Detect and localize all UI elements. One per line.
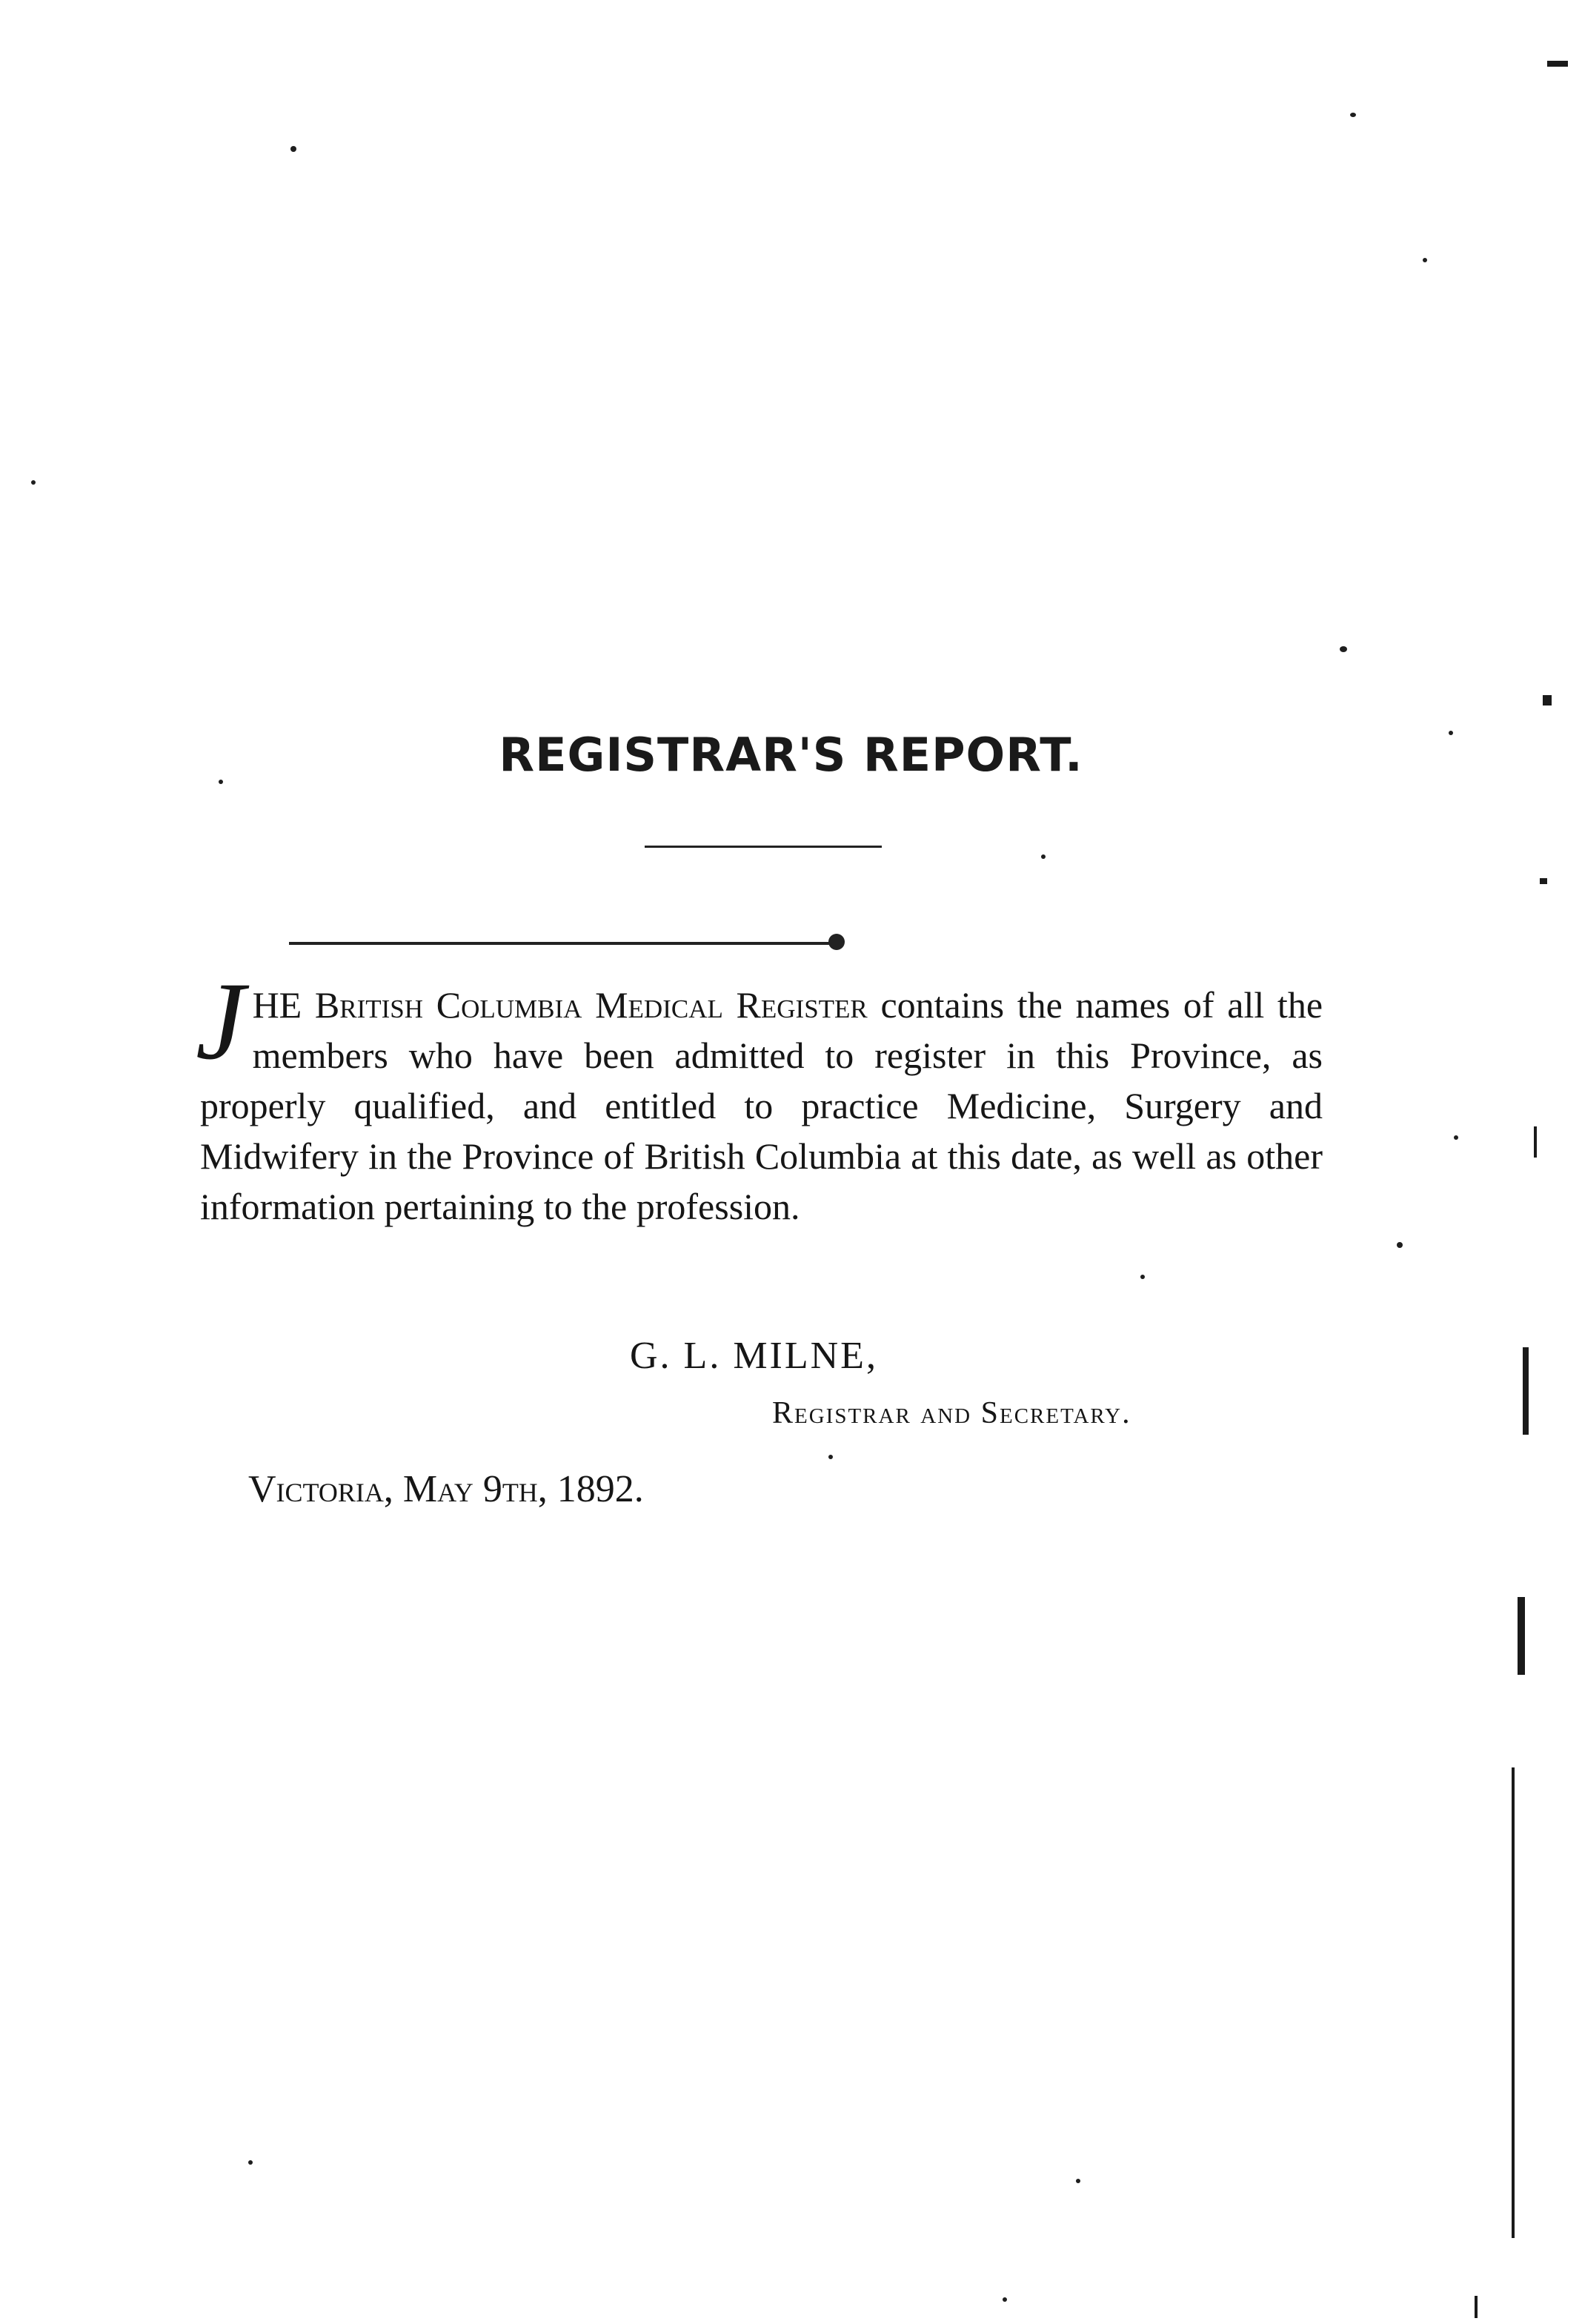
edge-mark: [1540, 878, 1547, 884]
ornamental-rule: [289, 942, 837, 945]
edge-mark: [1518, 1597, 1525, 1675]
dateline-text: Victoria, May 9th, 1892.: [248, 1468, 644, 1510]
scan-speck: [1140, 1275, 1145, 1279]
scan-speck: [219, 780, 223, 784]
scan-speck: [1454, 1135, 1458, 1140]
report-paragraph: [196, 960, 1323, 1232]
scan-speck: [1076, 2179, 1080, 2183]
edge-mark: [1512, 1767, 1515, 2238]
report-title: REGISTRAR'S REPORT.: [499, 728, 1083, 782]
scan-speck: [248, 2160, 253, 2165]
edge-mark: [1475, 2296, 1478, 2318]
edge-mark: [1523, 1347, 1529, 1435]
scan-speck: [1350, 113, 1356, 117]
paragraph-body: contains the names of all the members who have been admitted to register in this Province, as properly qualified, and entitled to practice Medicine, Surgery and Midwifery in the Province of British Columbia at this date, as well as other information pertaining to the profession.: [200, 984, 1323, 1227]
scan-speck: [1041, 854, 1046, 859]
register-name: British Columbia Medical Register: [314, 984, 868, 1026]
edge-mark: [1534, 1126, 1537, 1158]
lead-word: HE: [252, 984, 302, 1026]
scan-speck: [1397, 1242, 1403, 1248]
rule-ornament: [828, 934, 845, 950]
scan-speck: [1423, 258, 1427, 262]
scan-speck: [31, 480, 36, 485]
scan-speck: [1340, 646, 1347, 652]
scan-speck: [1003, 2297, 1007, 2302]
signature-role: Registrar and Secretary.: [772, 1396, 1131, 1430]
drop-cap: J: [196, 960, 245, 1083]
edge-mark: [1543, 695, 1552, 706]
signature-name: G. L. MILNE,: [630, 1335, 878, 1377]
edge-mark: [1547, 61, 1568, 67]
scan-speck: [828, 1455, 833, 1459]
scan-speck: [1449, 731, 1453, 735]
dateline: [248, 1467, 644, 1511]
scan-speck: [290, 146, 296, 152]
title-underline: [645, 846, 882, 848]
